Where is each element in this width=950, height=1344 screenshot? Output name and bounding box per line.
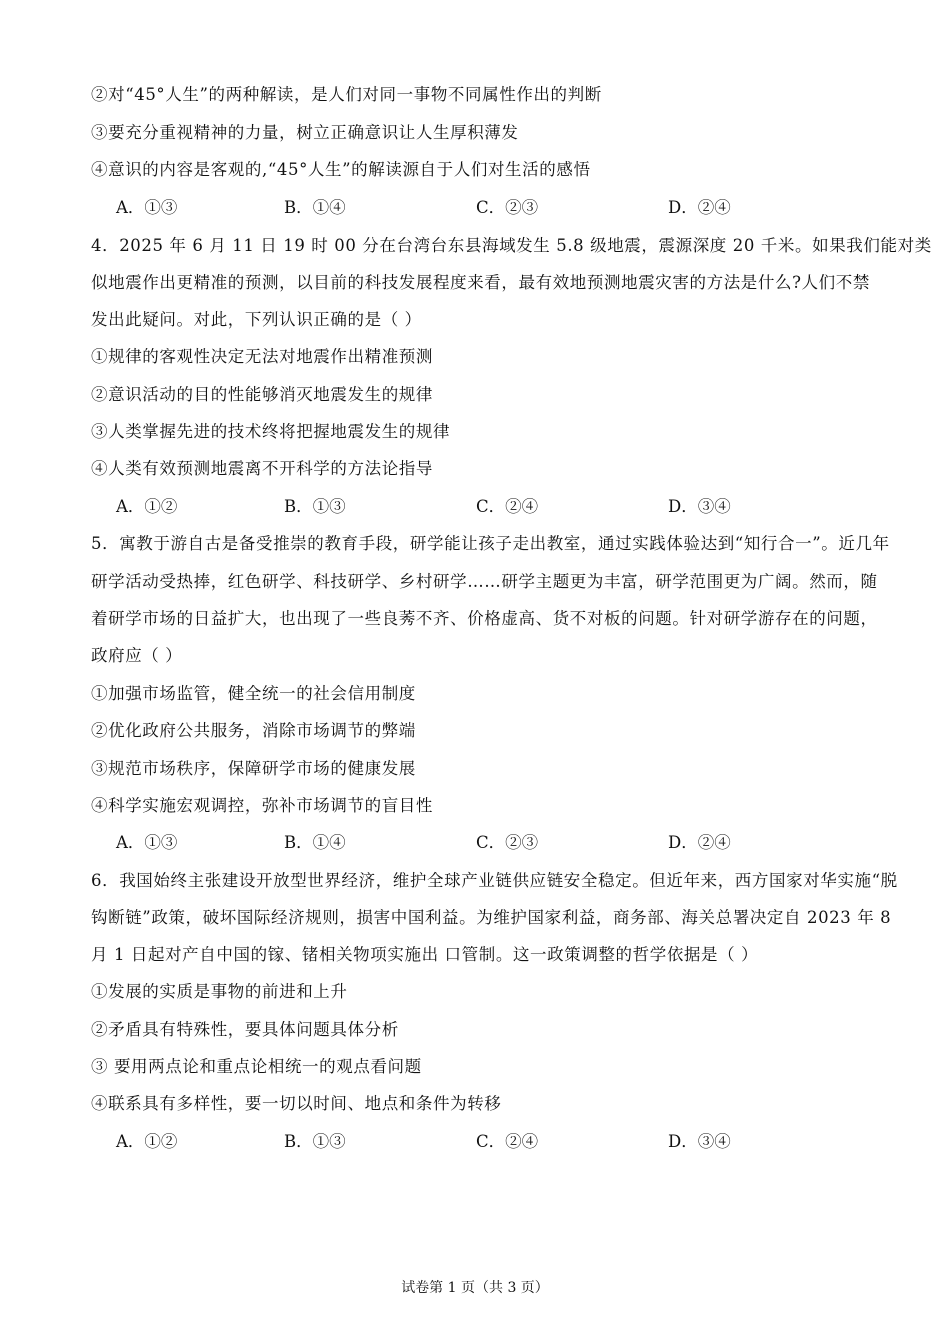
q6-item-2: ②矛盾具有特殊性，要具体问题具体分析 — [91, 1020, 399, 1039]
q4-item-4: ④人类有效预测地震离不开科学的方法论指导 — [91, 459, 433, 478]
q5-item-1: ①加强市场监管，健全统一的社会信用制度 — [91, 684, 416, 703]
q6-option-c[interactable]: C．②④ — [476, 1132, 539, 1151]
q3-option-c[interactable]: C．②③ — [476, 198, 539, 217]
q6-stem-line-3: 月 1 日起对产自中国的镓、锗相关物项实施出 口管制。这一政策调整的哲学依据是（ ） — [91, 945, 759, 964]
q3-option-d[interactable]: D．②④ — [668, 198, 731, 217]
q4-stem-line-1: 4．2025 年 6 月 11 日 19 时 00 分在台湾台东县海域发生 5.8 级地震，震源深度 20 千米。如果我们能对类 — [91, 236, 932, 255]
q4-option-c[interactable]: C．②④ — [476, 497, 539, 516]
q5-item-3: ③规范市场秩序，保障研学市场的健康发展 — [91, 759, 416, 778]
q4-item-2: ②意识活动的目的性能够消灭地震发生的规律 — [91, 385, 433, 404]
q6-stem-line-2: 钩断链”政策，破坏国际经济规则，损害中国利益。为维护国家利益，商务部、海关总署决定自 2023 年 8 — [91, 908, 892, 927]
q6-item-4: ④联系具有多样性，要一切以时间、地点和条件为转移 — [91, 1094, 502, 1113]
q5-item-4: ④科学实施宏观调控，弥补市场调节的盲目性 — [91, 796, 433, 815]
q5-item-2: ②优化政府公共服务，消除市场调节的弊端 — [91, 721, 416, 740]
q4-option-a[interactable]: A．①② — [116, 497, 178, 516]
q5-stem-line-3: 着研学市场的日益扩大，也出现了一些良莠不齐、价格虚高、货不对板的问题。针对研学游存在的问题， — [91, 609, 878, 628]
q5-stem-line-2: 研学活动受热捧，红色研学、科技研学、乡村研学……研学主题更为丰富，研学范围更为广阔。然而，随 — [91, 572, 878, 591]
q3-options — [116, 197, 876, 219]
q4-option-b[interactable]: B．①③ — [284, 497, 346, 516]
q3-item-3: ③要充分重视精神的力量，树立正确意识让人生厚积薄发 — [91, 123, 519, 142]
q6-item-1: ①发展的实质是事物的前进和上升 — [91, 982, 348, 1001]
q5-stem-line-4: 政府应（ ） — [91, 646, 183, 665]
q5-options — [116, 832, 876, 854]
q3-option-a[interactable]: A．①③ — [116, 198, 178, 217]
q6-item-3: ③ 要用两点论和重点论相统一的观点看问题 — [91, 1057, 422, 1076]
q6-option-b[interactable]: B．①③ — [284, 1132, 346, 1151]
q4-option-d[interactable]: D．③④ — [668, 497, 731, 516]
q6-option-a[interactable]: A．①② — [116, 1132, 178, 1151]
q5-option-c[interactable]: C．②③ — [476, 833, 539, 852]
q5-option-b[interactable]: B．①④ — [284, 833, 346, 852]
q3-item-2: ②对“45°人生”的两种解读，是人们对同一事物不同属性作出的判断 — [91, 85, 602, 104]
q4-stem-line-3: 发出此疑问。对此，下列认识正确的是（ ） — [91, 310, 422, 329]
q4-item-3: ③人类掌握先进的技术终将把握地震发生的规律 — [91, 422, 451, 441]
q4-item-1: ①规律的客观性决定无法对地震作出精准预测 — [91, 347, 433, 366]
q5-option-d[interactable]: D．②④ — [668, 833, 731, 852]
q3-option-b[interactable]: B．①④ — [284, 198, 346, 217]
q4-options — [116, 496, 876, 518]
q6-stem-line-1: 6．我国始终主张建设开放型世界经济，维护全球产业链供应链安全稳定。但近年来，西方国家对华实施“脱 — [91, 871, 898, 890]
q6-option-d[interactable]: D．③④ — [668, 1132, 731, 1151]
q6-options — [116, 1131, 876, 1153]
q3-item-4: ④意识的内容是客观的,“45°人生”的解读源自于人们对生活的感悟 — [91, 160, 591, 179]
q5-stem-line-1: 5．寓教于游自古是备受推崇的教育手段，研学能让孩子走出教室，通过实践体验达到“知行合一”。近几年 — [91, 534, 890, 553]
page-footer: 试卷第 1 页（共 3 页） — [401, 1280, 549, 1296]
q4-stem-line-2: 似地震作出更精准的预测，以目前的科技发展程度来看，最有效地预测地震灾害的方法是什么?人们不禁 — [91, 273, 870, 292]
q5-option-a[interactable]: A．①③ — [116, 833, 178, 852]
